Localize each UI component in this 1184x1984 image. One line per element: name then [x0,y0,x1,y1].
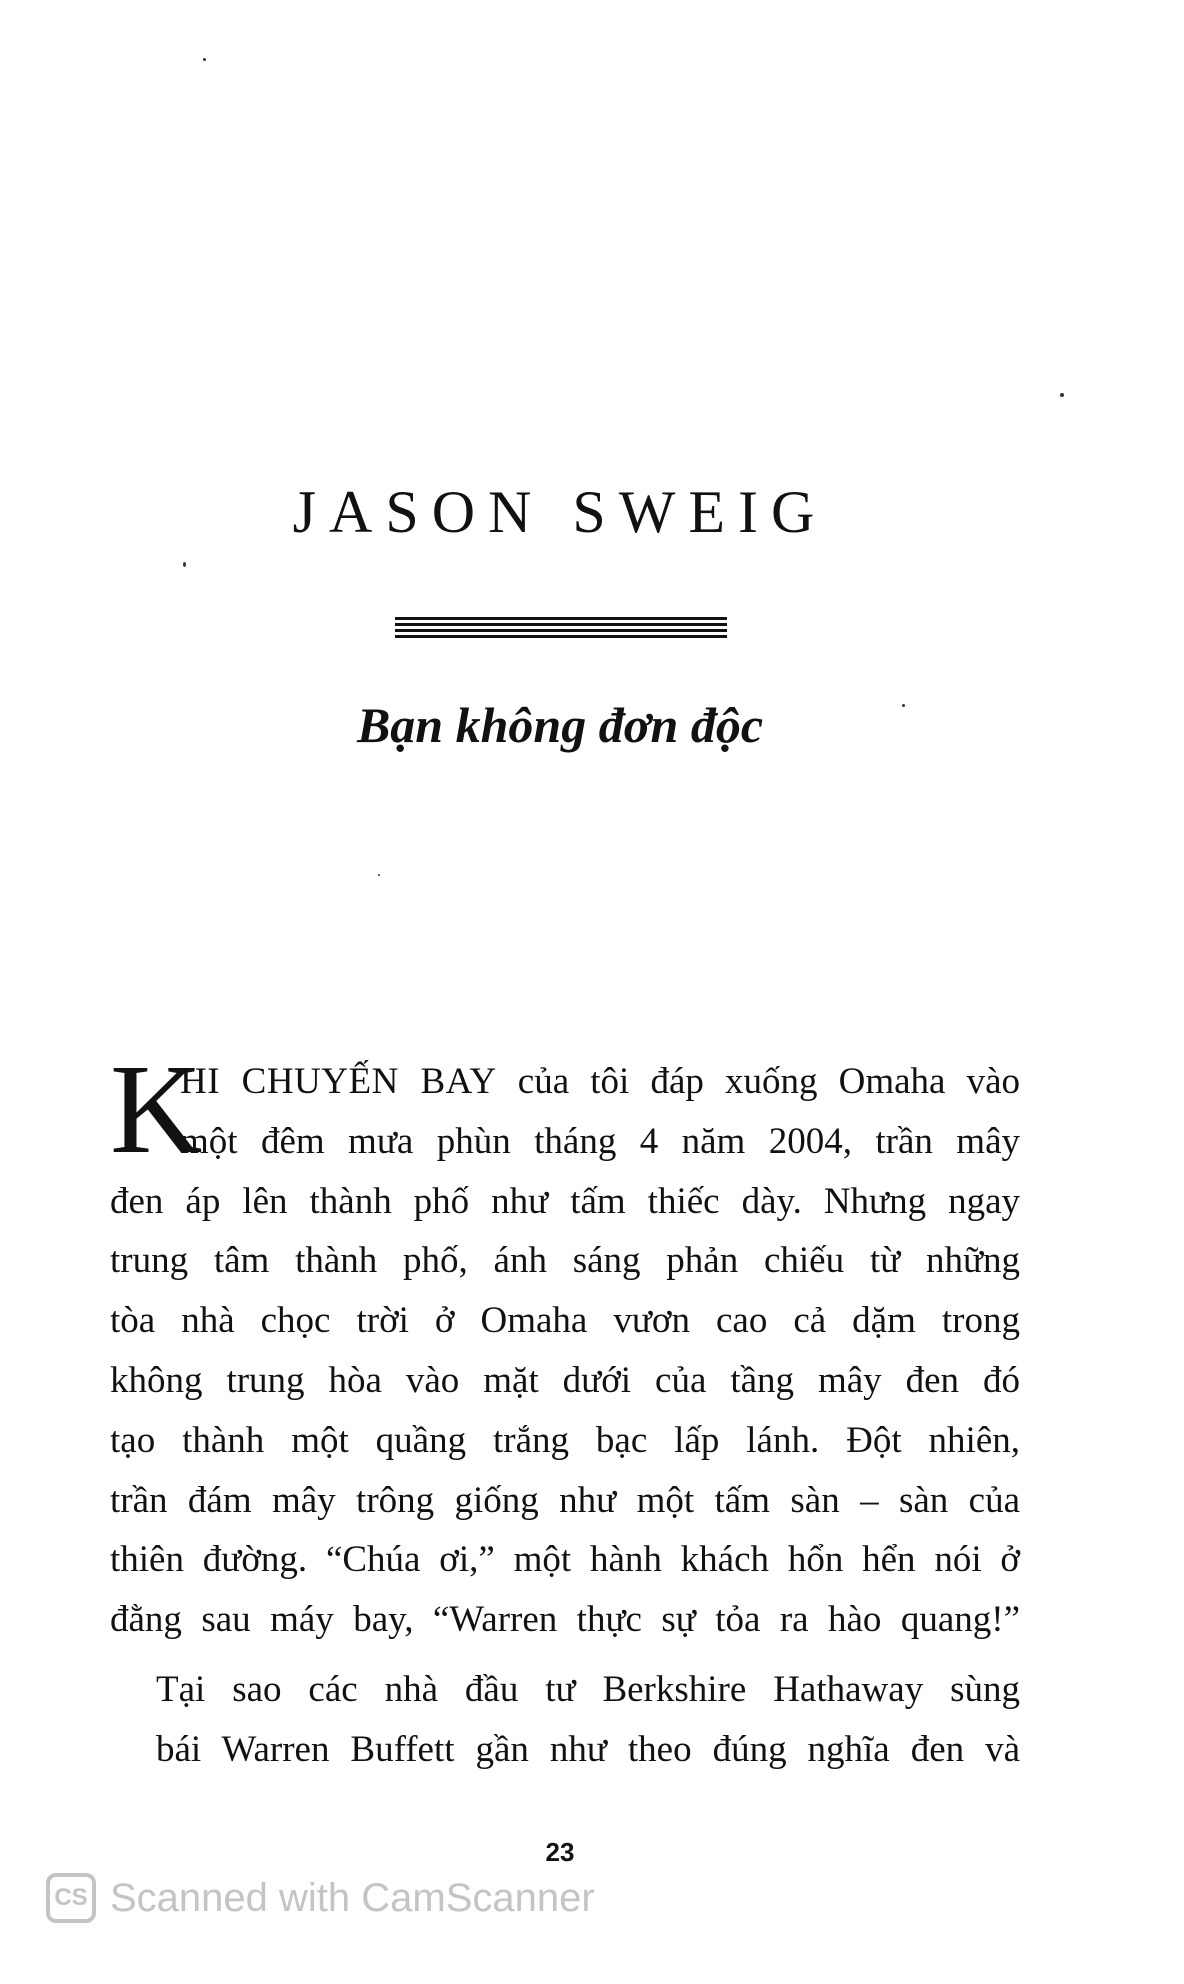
camscanner-watermark [46,1868,595,1928]
text-line: đằng sau máy bay, “Warren thực sự tỏa ra hào quang!” [110,1599,1020,1641]
text-line: một đêm mưa phùn tháng 4 năm 2004, trần mây [180,1120,1020,1162]
paragraph [110,1660,1020,1780]
smallcaps-lead: HI CHUYẾN BAY [180,1061,497,1102]
scan-speck [183,562,186,567]
text-line [180,1052,1020,1112]
text-line: trung tâm thành phố, ánh sáng phản chiếu từ những [110,1240,1020,1282]
scan-speck [203,58,206,61]
page-number: 23 [545,1837,575,1867]
title-divider [395,617,727,638]
text-line: Tại sao các nhà đầu tư Berkshire Hathaway sùng [156,1668,1020,1710]
text-line: không trung hòa vào mặt dưới của tầng mây đen đó [110,1359,1020,1401]
text-line: đen áp lên thành phố như tấm thiếc dày. Nhưng ngay [110,1180,1020,1222]
lead-lines [110,1038,1020,1180]
text-line: tạo thành một quầng trắng bạc lấp lánh. Đột nhiên, [110,1419,1020,1461]
camscanner-logo-icon: CS [46,1873,96,1923]
line-text: của tôi đáp xuống Omaha vào [517,1061,1020,1102]
scan-speck [378,874,380,876]
text-line: thiên đường. “Chúa ơi,” một hành khách hổn hển nói ở [110,1539,1020,1581]
text-line: trần đám mây trông giống như một tấm sàn – sàn của [110,1479,1020,1521]
scan-speck [1060,393,1064,397]
chapter-body [110,1038,1020,1780]
watermark-text: Scanned with CamScanner [110,1875,595,1920]
chapter-title: Bạn không đơn độc [356,697,764,753]
text-line: tòa nhà chọc trời ở Omaha vươn cao cả dặm trong [110,1300,1020,1342]
paragraph [110,1038,1020,1650]
chapter-author: JASON SWEIG [292,479,828,545]
text-line: bái Warren Buffett gần như theo đúng nghĩa đen và [156,1728,1020,1770]
drop-cap: K [110,1038,203,1180]
